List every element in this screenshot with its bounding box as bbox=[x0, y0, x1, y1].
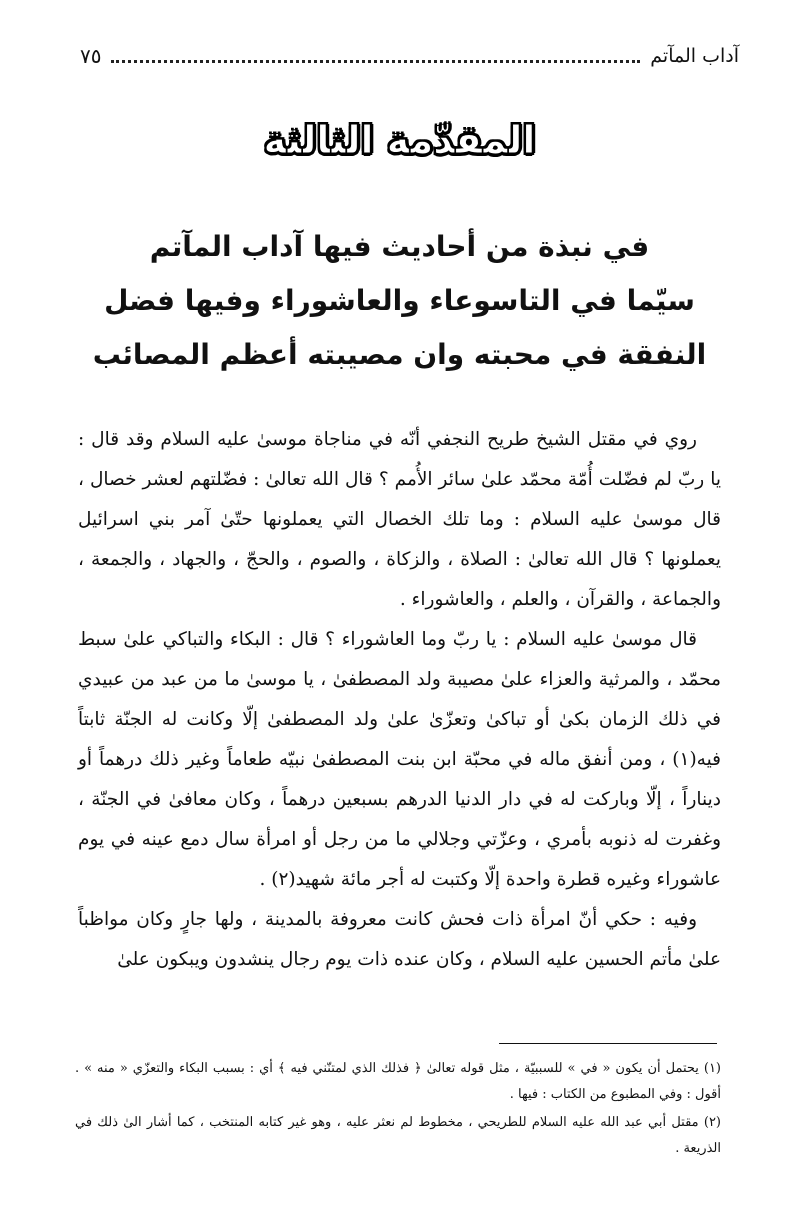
paragraph: روي في مقتل الشيخ طريح النجفي أنّه في مناجاة موسىٰ عليه السلام وقد قال : يا ربّ لم فضّلت أُمّة محمّد علىٰ سائر الأُمم ؟ قال الله تعالىٰ : فضّلتهم لعشر خصال ، قال موسىٰ عليه السلام : وما تلك الخصال التي يعملونها حتّىٰ آمر بني اسرائيل يعملونها ؟ قال الله تعالىٰ : الصلاة ، والزكاة ، والصوم ، والحجّ ، والجهاد ، والجمعة ، والجماعة ، والقرآن ، والعلم ، والعاشوراء . bbox=[78, 429, 721, 610]
chapter-title: المقدّمة الثالثة bbox=[263, 118, 536, 162]
header-dot-leader bbox=[111, 50, 640, 63]
footnote: (٢) مقتل أبي عبد الله عليه السلام للطريحي ، مخطوط لم نعثر عليه ، وهو غير كتابه المنتخب ، كما أشار الىٰ ذلك في الذريعة . bbox=[75, 1115, 721, 1156]
subtitle-line: سيّما في التاسوعاء والعاشوراء وفيها فضل bbox=[104, 284, 695, 317]
footnotes bbox=[75, 1056, 721, 1164]
page-number: ٧٥ bbox=[80, 44, 102, 68]
body-text bbox=[78, 420, 721, 980]
footnote: (١) يحتمل أن يكون « في » للسببيّة ، مثل قوله تعالىٰ ﴿ فذلك الذي لمتنّني فيه ﴾ أي : بسبب البكاء والتعزّي « منه » . أقول : وفي المطبوع من الكتاب : فيها . bbox=[75, 1061, 721, 1102]
paragraph: وفيه : حكي أنّ امرأة ذات فحش كانت معروفة بالمدينة ، ولها جارٍ وكان مواظباً علىٰ مأتم الحسين عليه السلام ، وكان عنده ذات يوم رجال ينشدون ويبكون علىٰ bbox=[78, 909, 721, 970]
running-header bbox=[80, 38, 739, 74]
subtitle-line: النفقة في محبته وان مصيبته أعظم المصائب bbox=[92, 338, 707, 371]
footnote-separator bbox=[499, 1043, 717, 1044]
section-subtitle bbox=[60, 220, 739, 382]
running-title: آداب المآتم bbox=[650, 45, 739, 67]
paragraph: قال موسىٰ عليه السلام : يا ربّ وما العاشوراء ؟ قال : البكاء والتباكي علىٰ سبط محمّد ، والمرثية والعزاء علىٰ مصيبة ولد المصطفىٰ ، يا موسىٰ ما من عبد من عبيدي في ذلك الزمان بكىٰ أو تباكىٰ وتعزّىٰ علىٰ ولد المصطفىٰ إلّا وكانت له الجنّة ثابتاً فيه(١) ، ومن أنفق ماله في محبّة ابن بنت المصطفىٰ نبيّه طعاماً وغير ذلك درهماً أو ديناراً ، إلّا وباركت له في دار الدنيا الدرهم بسبعين درهماً ، وكان معافىٰ في الجنّة ، وغفرت له ذنوبه بأمري ، وعزّتي وجلالي ما من رجل أو امرأة سال دمع عينه في يوم عاشوراء وغيره قطرة واحدة إلّا وكتبت له أجر مائة شهيد(٢) . bbox=[78, 629, 721, 890]
subtitle-line: في نبذة من أحاديث فيها آداب المآتم bbox=[149, 230, 650, 263]
